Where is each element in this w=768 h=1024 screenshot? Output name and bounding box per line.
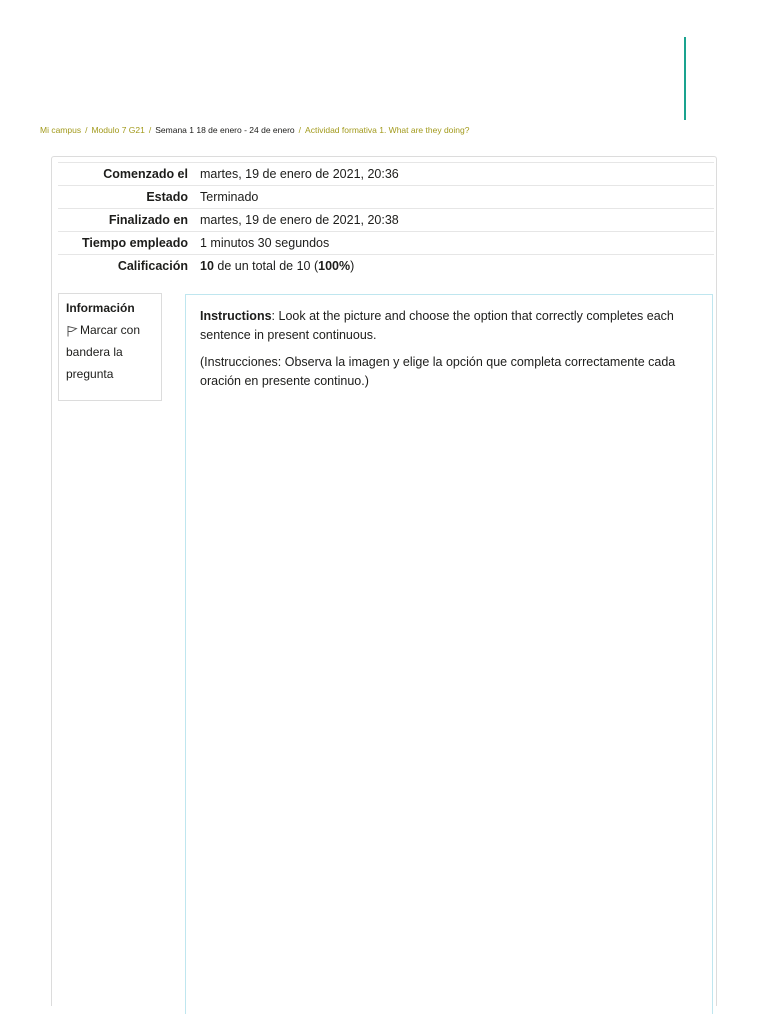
instructions-text: : Look at the picture and choose the option that correctly completes each sentence in present continuous. (200, 309, 674, 342)
flag-icon (66, 325, 78, 337)
grade-end-text: ) (350, 259, 355, 273)
grade-value (194, 255, 714, 278)
summary-value: 1 minutos 30 segundos (200, 236, 330, 250)
summary-label: Calificación (117, 259, 188, 273)
summary-label: Tiempo empleado (81, 236, 188, 250)
instructions-paragraph (200, 307, 698, 345)
summary-value: martes, 19 de enero de 2021, 20:38 (200, 213, 399, 227)
summary-label: Estado (146, 190, 188, 204)
attempt-summary-table (58, 162, 714, 277)
question-info-panel (58, 293, 162, 401)
summary-label: Finalizado en (108, 213, 188, 227)
grade-score: 10 (200, 259, 214, 273)
question-content (185, 294, 713, 1014)
summary-value: Terminado (200, 190, 259, 204)
summary-row-time-taken (58, 232, 714, 255)
summary-row-state (58, 186, 714, 209)
breadcrumb-item-modulo[interactable]: Modulo 7 G21 (91, 125, 145, 135)
breadcrumb-item-actividad[interactable]: Actividad formativa 1. What are they doing? (305, 125, 470, 135)
breadcrumb-separator: / (148, 125, 152, 135)
info-title: Información (66, 301, 135, 315)
breadcrumb-separator: / (298, 125, 302, 135)
summary-row-grade (58, 255, 714, 278)
summary-row-started (58, 163, 714, 186)
grade-middle-text: de un total de 10 ( (213, 259, 319, 273)
breadcrumb (40, 125, 469, 135)
breadcrumb-item-semana[interactable]: Semana 1 18 de enero - 24 de enero (155, 125, 295, 135)
summary-row-finished (58, 209, 714, 232)
breadcrumb-separator: / (85, 125, 88, 135)
flag-question-toggle[interactable] (66, 323, 140, 381)
grade-percent: 100% (318, 259, 351, 273)
instructions-label: Instructions (200, 309, 272, 323)
instructions-spanish: (Instrucciones: Observa la imagen y elige la opción que completa correctamente cada oración en presente continuo.) (200, 355, 676, 388)
header-accent-line (684, 37, 686, 120)
quiz-review-card (51, 156, 717, 1006)
breadcrumb-item-mi-campus[interactable]: Mi campus (40, 125, 82, 135)
flag-text: Marcar con bandera la pregunta (66, 323, 141, 381)
summary-label: Comenzado el (103, 167, 188, 181)
summary-value: martes, 19 de enero de 2021, 20:36 (200, 167, 399, 181)
